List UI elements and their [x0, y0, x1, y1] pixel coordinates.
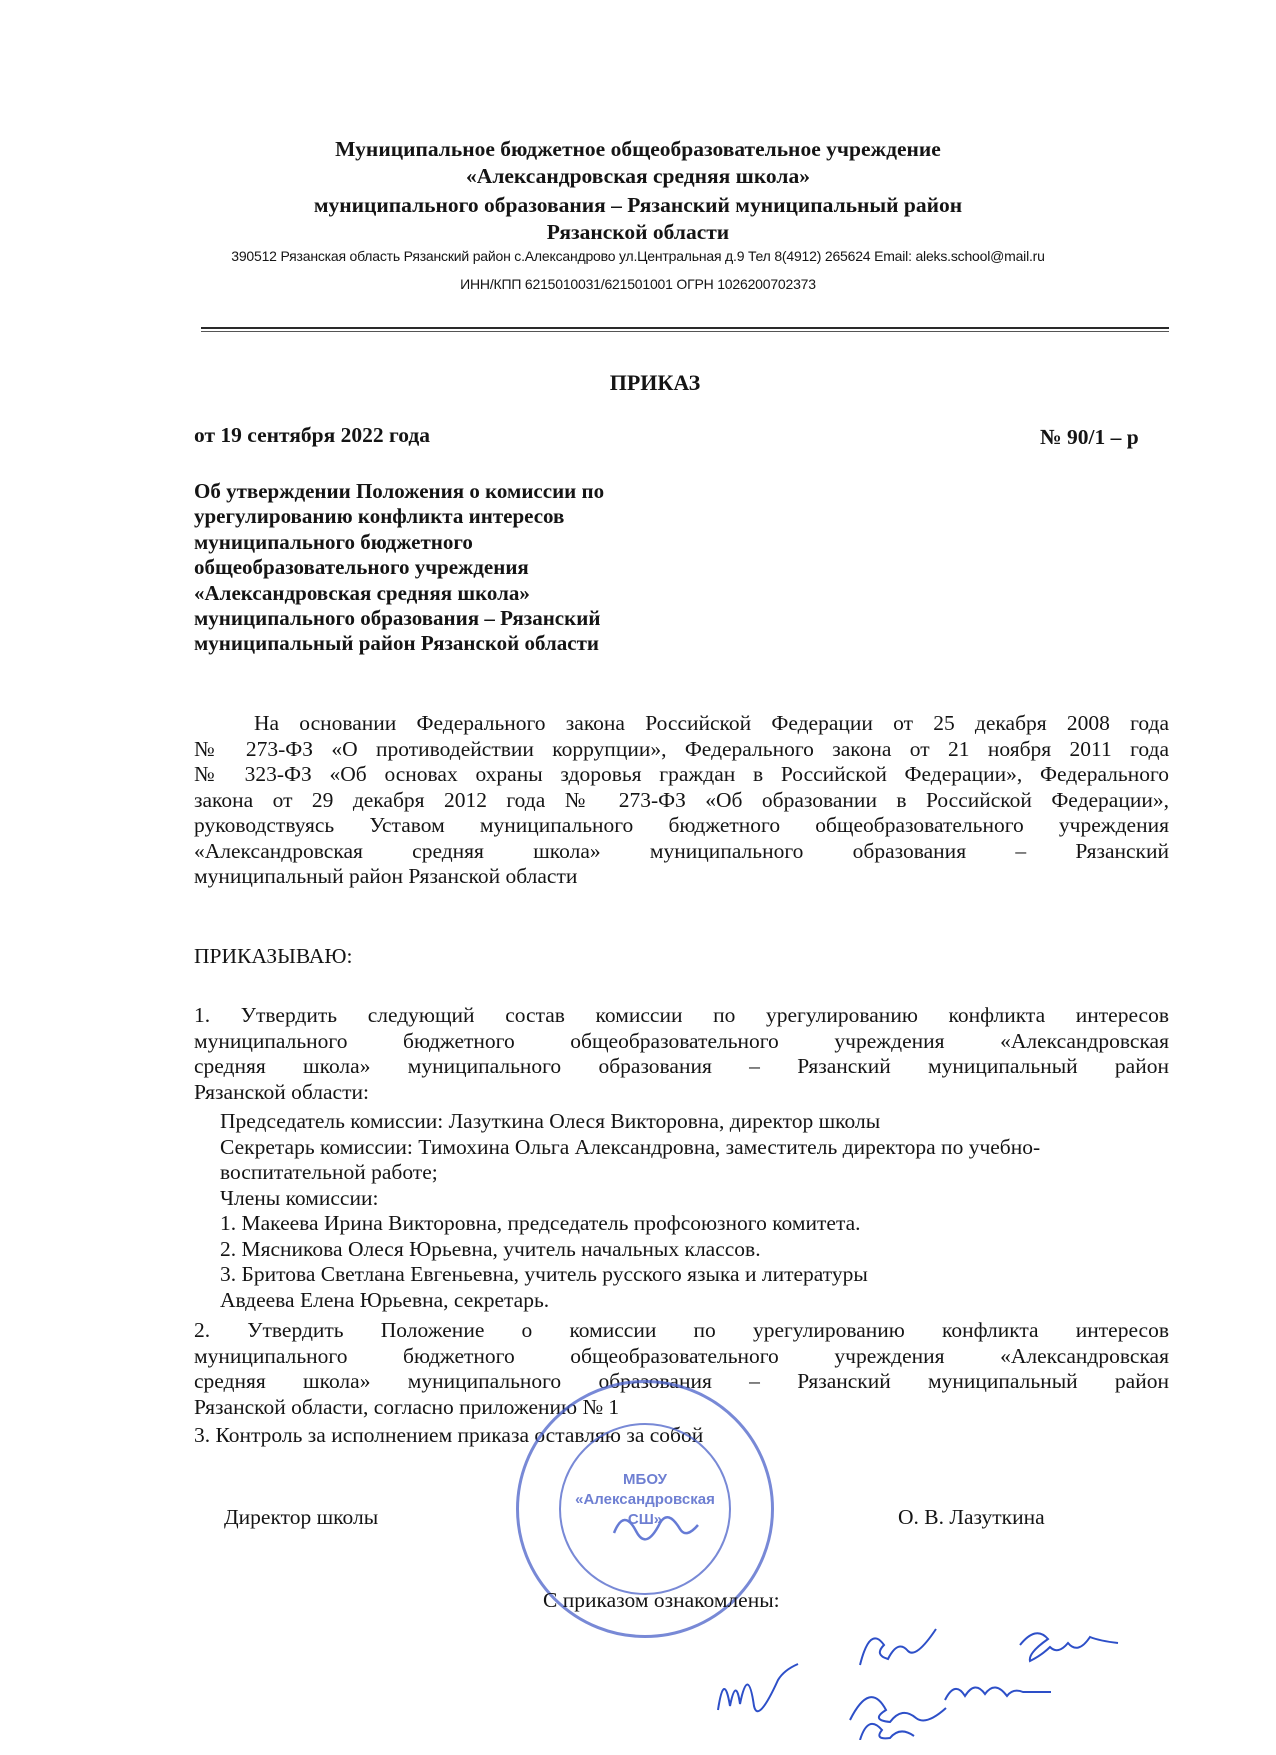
- subject-line: урегулированию конфликта интересов: [194, 504, 565, 529]
- member-line: Авдеева Елена Юрьевна, секретарь.: [220, 1287, 550, 1312]
- secretary-line-cont: воспитательной работе;: [220, 1160, 438, 1184]
- preamble-line: закона от 29 декабря 2012 года № 273-ФЗ «Об образовании в Российской Федерации»,: [194, 787, 1169, 812]
- secretary-line: Секретарь комиссии: Тимохина Ольга Александровна, заместитель директора по учебно-: [220, 1134, 1041, 1159]
- org-name-line-2: «Александровская средняя школа»: [466, 164, 810, 188]
- order-date: от 19 сентября 2022 года: [194, 423, 430, 447]
- order-item-1: [194, 1003, 1169, 1105]
- order-subject: [194, 479, 754, 657]
- signer-title: Директор школы: [224, 1505, 379, 1529]
- order-number: № 90/1 – р: [1040, 425, 1139, 449]
- header-divider-thin: [201, 331, 1169, 332]
- org-requisites: ИНН/КПП 6215010031/621501001 ОГРН 1026200702373: [460, 276, 816, 292]
- preamble-line: муниципальный район Рязанской области: [194, 864, 578, 888]
- item-line: средняя школа» муниципального образования – Рязанский муниципальный район: [194, 1054, 1169, 1078]
- handwritten-signatures: [640, 1590, 1160, 1740]
- order-item-3: 3. Контроль за исполнением приказа оставляю за собой: [194, 1423, 704, 1447]
- decree-word: ПРИКАЗЫВАЮ:: [194, 944, 353, 968]
- item-line: средняя школа» муниципального образования – Рязанский муниципальный район: [194, 1369, 1169, 1393]
- org-name-line-1: Муниципальное бюджетное общеобразовательное учреждение: [335, 137, 941, 161]
- item-line: муниципального бюджетного общеобразовательного учреждения «Александровская: [194, 1028, 1169, 1053]
- preamble-line: «Александровская средняя школа» муниципального образования – Рязанский: [194, 838, 1169, 863]
- org-name-line-3: муниципального образования – Рязанский муниципальный район: [313, 193, 963, 217]
- subject-line: Об утверждении Положения о комиссии по: [194, 479, 605, 503]
- preamble-line: руководствуясь Уставом муниципального бюджетного общеобразовательного учреждения: [194, 813, 1169, 837]
- subject-line: муниципального бюджетного: [194, 529, 473, 554]
- acquainted-label: С приказом ознакомлены:: [543, 1588, 780, 1612]
- header-divider: [201, 327, 1169, 329]
- signer-name: О. В. Лазуткина: [898, 1505, 1045, 1529]
- preamble-line: На основании Федерального закона Российской Федерации от 25 декабря 2008 года: [254, 711, 1169, 735]
- item-line: муниципального бюджетного общеобразовательного учреждения «Александровская: [194, 1343, 1169, 1368]
- subject-line: «Александровская средняя школа»: [194, 580, 530, 605]
- preamble-line: № 273-ФЗ «О противодействии коррупции», Федерального закона от 21 ноября 2011 года: [194, 736, 1169, 761]
- commission-composition: [220, 1109, 1170, 1313]
- members-heading: Члены комиссии:: [220, 1185, 379, 1210]
- chairman-line: Председатель комиссии: Лазуткина Олеся Викторовна, директор школы: [220, 1109, 881, 1133]
- preamble-line: № 323-ФЗ «Об основах охраны здоровья граждан в Российской Федерации», Федерального: [194, 762, 1169, 786]
- item-line: 1. Утвердить следующий состав комиссии по урегулированию конфликта интересов: [194, 1003, 1169, 1027]
- member-line: 3. Бритова Светлана Евгеньевна, учитель русского языка и литературы: [220, 1262, 868, 1286]
- stamp-name-1: «Александровская: [575, 1491, 715, 1508]
- order-title: ПРИКАЗ: [609, 370, 701, 395]
- item-line: 2. Утвердить Положение о комиссии по урегулированию конфликта интересов: [194, 1318, 1169, 1342]
- stamp-org: МБОУ: [623, 1471, 667, 1488]
- org-name-line-4: Рязанской области: [546, 220, 730, 244]
- subject-line: общеобразовательного учреждения: [194, 555, 529, 580]
- stamp-name-2: СШ»: [627, 1511, 663, 1528]
- org-address: 390512 Рязанская область Рязанский район с.Александрово ул.Центральная д.9 Тел 8(4912) 265624 Email: aleks.school@mail.ru: [231, 248, 1045, 264]
- subject-line: муниципального образования – Рязанский: [194, 606, 601, 631]
- order-preamble: [194, 711, 1169, 890]
- item-line: Рязанской области:: [194, 1079, 369, 1104]
- member-line: 1. Макеева Ирина Викторовна, председатель профсоюзного комитета.: [220, 1211, 861, 1235]
- subject-line: муниципальный район Рязанской области: [194, 631, 600, 656]
- item-line: Рязанской области, согласно приложению № 1: [194, 1394, 620, 1419]
- member-line: 2. Мясникова Олеся Юрьевна, учитель начальных классов.: [220, 1236, 761, 1261]
